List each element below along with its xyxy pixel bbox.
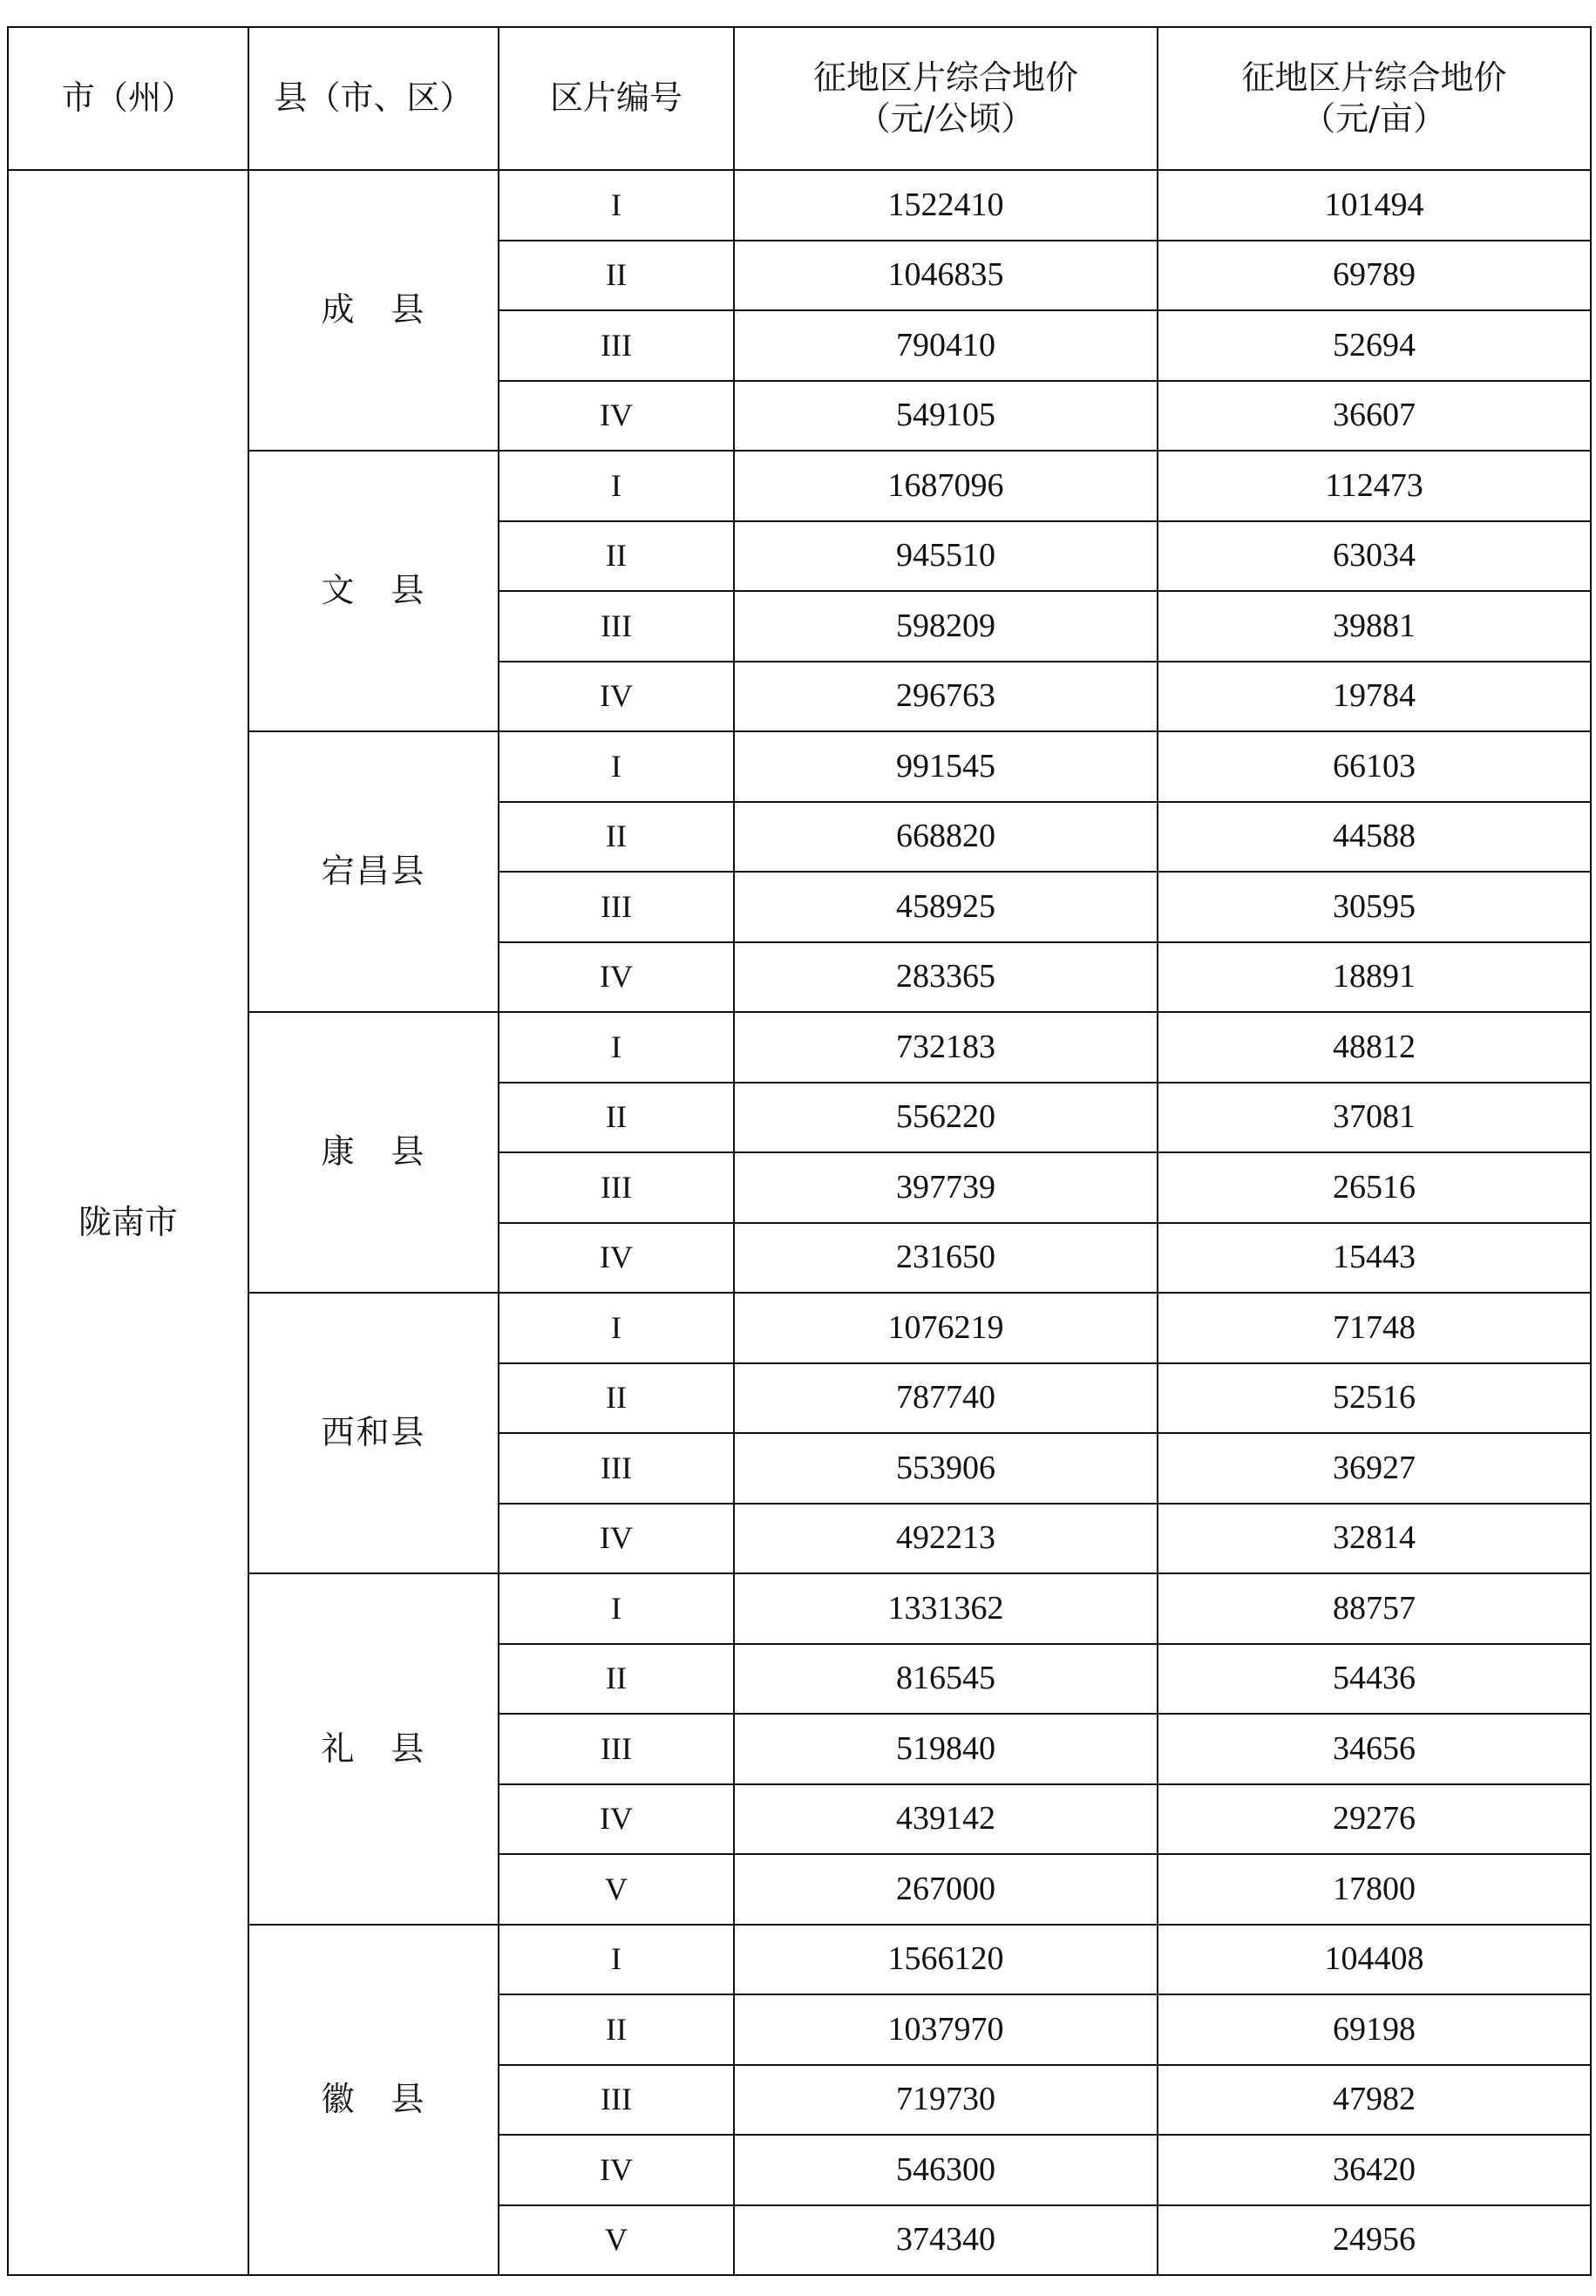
price-per-mu-cell: 69198 [1158,1994,1591,2065]
price-per-hectare-cell: 283365 [734,942,1158,1013]
price-per-mu-cell: 30595 [1158,872,1591,942]
zone-cell: IV [499,2135,734,2205]
price-per-mu-cell: 36927 [1158,1433,1591,1504]
zone-cell: IV [499,662,734,732]
price-per-mu-cell: 24956 [1158,2205,1591,2276]
price-per-hectare-cell: 546300 [734,2135,1158,2205]
price-per-hectare-cell: 553906 [734,1433,1158,1504]
zone-cell: IV [499,1784,734,1855]
price-per-mu-cell: 104408 [1158,1925,1591,1995]
price-per-mu-cell: 15443 [1158,1223,1591,1294]
price-per-mu-cell: 34656 [1158,1714,1591,1784]
price-per-hectare-cell: 267000 [734,1854,1158,1925]
price-per-hectare-cell: 1046835 [734,241,1158,311]
zone-cell: I [499,1573,734,1644]
county-cell: 宕昌县 [248,731,499,1012]
zone-cell: III [499,1152,734,1223]
price-per-hectare-cell: 374340 [734,2205,1158,2276]
price-per-hectare-cell: 1331362 [734,1573,1158,1644]
table-row [8,170,1591,241]
price-per-hectare-cell: 296763 [734,662,1158,732]
county-cell: 徽 县 [248,1925,499,2276]
zone-cell: III [499,2065,734,2136]
zone-cell: IV [499,381,734,452]
zone-cell: II [499,802,734,873]
price-per-hectare-cell: 719730 [734,2065,1158,2136]
county-cell: 西和县 [248,1293,499,1573]
price-per-mu-cell: 26516 [1158,1152,1591,1223]
price-per-mu-cell: 69789 [1158,241,1591,311]
price-per-mu-cell: 47982 [1158,2065,1591,2136]
price-per-mu-cell: 39881 [1158,591,1591,662]
price-per-hectare-cell: 231650 [734,1223,1158,1294]
header-price-per-hectare-title: 征地区片综合地价 [812,58,1078,97]
header-zone: 区片编号 [499,27,734,170]
price-per-mu-cell: 52516 [1158,1363,1591,1434]
zone-cell: III [499,1433,734,1504]
header-row [8,27,1591,170]
county-cell: 文 县 [248,451,499,731]
zone-cell: II [499,241,734,311]
price-per-mu-cell: 29276 [1158,1784,1591,1855]
price-per-mu-cell: 88757 [1158,1573,1591,1644]
price-per-hectare-cell: 556220 [734,1083,1158,1153]
price-per-mu-cell: 112473 [1158,451,1591,521]
zone-cell: I [499,1012,734,1083]
price-per-mu-cell: 101494 [1158,170,1591,241]
zone-cell: III [499,1714,734,1784]
price-per-hectare-cell: 991545 [734,731,1158,802]
price-per-hectare-cell: 790410 [734,310,1158,381]
price-per-mu-cell: 48812 [1158,1012,1591,1083]
price-per-mu-cell: 19784 [1158,662,1591,732]
header-price-per-mu [1158,27,1591,170]
zone-cell: IV [499,1504,734,1574]
price-per-hectare-cell: 458925 [734,872,1158,942]
zone-cell: II [499,1363,734,1434]
price-per-hectare-cell: 492213 [734,1504,1158,1574]
city-cell: 陇南市 [8,170,248,2275]
table-body [8,170,1591,2275]
zone-cell: V [499,1854,734,1925]
price-per-hectare-cell: 598209 [734,591,1158,662]
zone-cell: I [499,1293,734,1363]
land-price-table [7,26,1592,2276]
price-table-container [7,26,1592,2276]
zone-cell: I [499,170,734,241]
price-per-hectare-cell: 816545 [734,1644,1158,1715]
price-per-hectare-cell: 439142 [734,1784,1158,1855]
zone-cell: I [499,731,734,802]
price-per-hectare-cell: 1687096 [734,451,1158,521]
price-per-mu-cell: 71748 [1158,1293,1591,1363]
zone-cell: III [499,591,734,662]
price-per-mu-cell: 18891 [1158,942,1591,1013]
header-price-per-hectare [734,27,1158,170]
zone-cell: II [499,1644,734,1715]
price-per-hectare-cell: 1566120 [734,1925,1158,1995]
price-per-hectare-cell: 1076219 [734,1293,1158,1363]
price-per-hectare-cell: 519840 [734,1714,1158,1784]
price-per-hectare-cell: 1522410 [734,170,1158,241]
zone-cell: III [499,310,734,381]
price-per-mu-cell: 66103 [1158,731,1591,802]
price-per-mu-cell: 54436 [1158,1644,1591,1715]
zone-cell: II [499,1083,734,1153]
header-city: 市（州） [8,27,248,170]
price-per-hectare-cell: 732183 [734,1012,1158,1083]
zone-cell: III [499,872,734,942]
price-per-mu-cell: 37081 [1158,1083,1591,1153]
price-per-mu-cell: 36607 [1158,381,1591,452]
zone-cell: V [499,2205,734,2276]
price-per-mu-cell: 52694 [1158,310,1591,381]
zone-cell: II [499,1994,734,2065]
price-per-mu-cell: 32814 [1158,1504,1591,1574]
county-cell: 成 县 [248,170,499,451]
zone-cell: I [499,1925,734,1995]
zone-cell: IV [499,1223,734,1294]
header-price-per-mu-title: 征地区片综合地价 [1241,58,1507,97]
price-per-mu-cell: 17800 [1158,1854,1591,1925]
price-per-hectare-cell: 945510 [734,521,1158,592]
zone-cell: I [499,451,734,521]
zone-cell: II [499,521,734,592]
price-per-mu-cell: 63034 [1158,521,1591,592]
header-price-per-mu-unit: （元/亩） [1302,99,1446,138]
zone-cell: IV [499,942,734,1013]
price-per-hectare-cell: 1037970 [734,1994,1158,2065]
county-cell: 礼 县 [248,1573,499,1925]
price-per-hectare-cell: 668820 [734,802,1158,873]
county-cell: 康 县 [248,1012,499,1293]
price-per-mu-cell: 44588 [1158,802,1591,873]
header-price-per-hectare-unit: （元/公顷） [857,99,1035,138]
price-per-hectare-cell: 549105 [734,381,1158,452]
price-per-hectare-cell: 397739 [734,1152,1158,1223]
header-county: 县（市、区） [248,27,499,170]
price-per-hectare-cell: 787740 [734,1363,1158,1434]
price-per-mu-cell: 36420 [1158,2135,1591,2205]
